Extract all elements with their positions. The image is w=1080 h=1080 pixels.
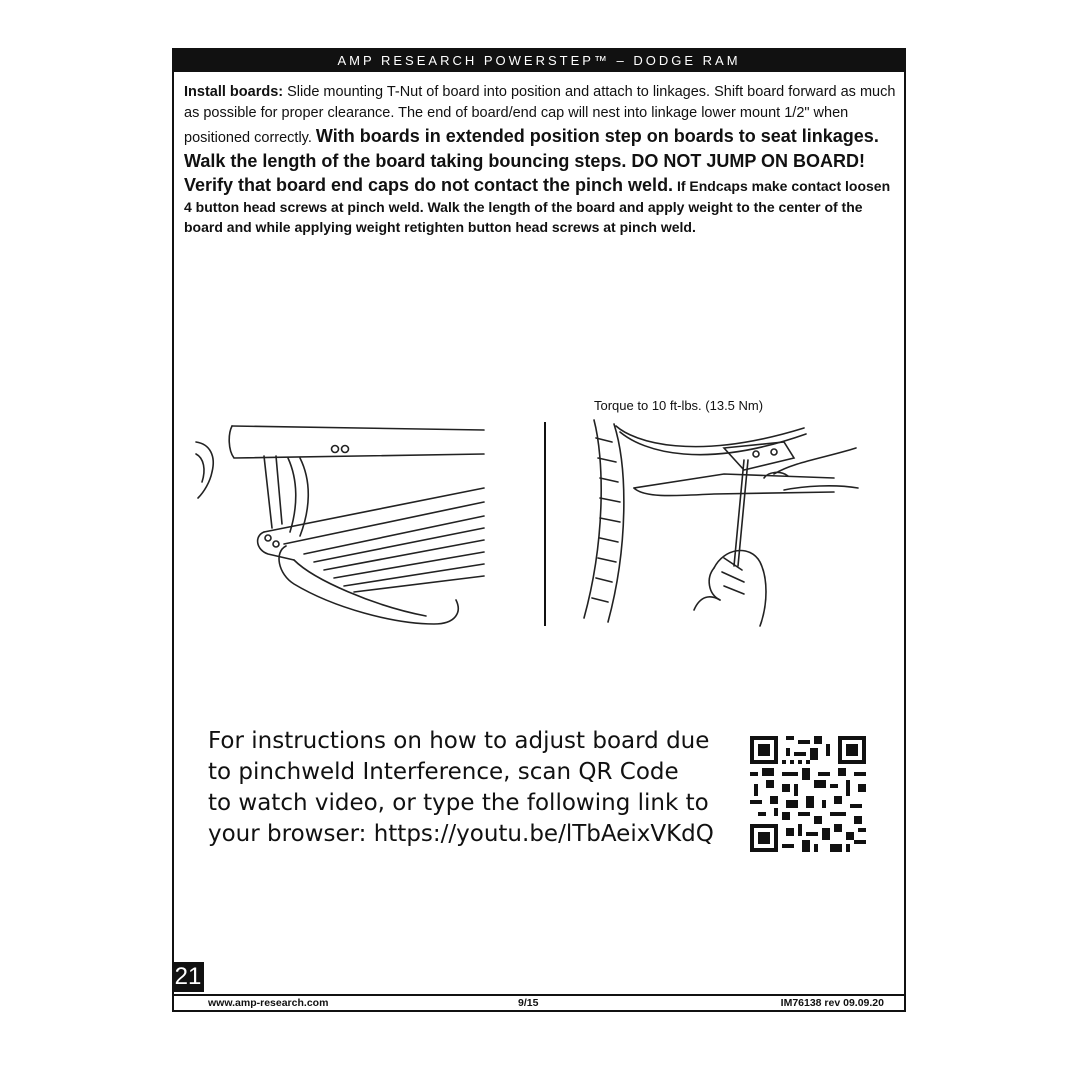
instructions-lead: Install boards: xyxy=(184,84,284,100)
footer-page-count: 9/15 xyxy=(518,997,539,1009)
install-instructions xyxy=(184,82,898,237)
page-header: AMP RESEARCH POWERSTEP™ – DODGE RAM xyxy=(174,50,904,72)
qr-line-1: For instructions on how to adjust board due xyxy=(208,728,710,754)
qr-line-3: to watch video, or type the following link to xyxy=(208,790,709,816)
manual-page xyxy=(172,48,906,1012)
torque-label: Torque to 10 ft-lbs. (13.5 Nm) xyxy=(594,398,764,413)
qr-instructions xyxy=(208,726,748,850)
footer-website[interactable]: www.amp-research.com xyxy=(208,997,329,1009)
qr-line-4-link[interactable]: your browser: https://youtu.be/lTbAeixVKdQ xyxy=(208,821,714,847)
instructions-text-2: With boards in extended position step on boards to seat linkages. Walk the length of the board taking bouncing steps. DO NOT JUMP ON BOARD! Verify that board end caps do not contact the pinch weld. xyxy=(184,126,879,195)
qr-code[interactable] xyxy=(750,736,866,852)
figure-divider xyxy=(544,422,546,626)
board-endcap-illustration xyxy=(194,420,494,630)
footer-document-id: IM76138 rev 09.09.20 xyxy=(780,997,884,1009)
instructions-text-1: Slide mounting T-Nut of board into position and attach to linkages. Shift board forward as much as possible for proper clearance. The end of board/end cap will nest into linkage lower mount 1/2" when positioned correctly. xyxy=(184,84,896,146)
qr-line-2: to pinchweld Interference, scan QR Code xyxy=(208,759,679,785)
pinch-weld-torque-illustration xyxy=(574,418,864,628)
page-number-badge: 21 xyxy=(172,962,204,992)
instructions-text-3: If Endcaps make contact loosen 4 button head screws at pinch weld. Walk the length of the board and apply weight to the center of the board and while applying weight retighten button head screws at pinch weld. xyxy=(184,178,891,235)
footer-divider xyxy=(174,994,904,996)
page-footer xyxy=(174,997,904,1011)
